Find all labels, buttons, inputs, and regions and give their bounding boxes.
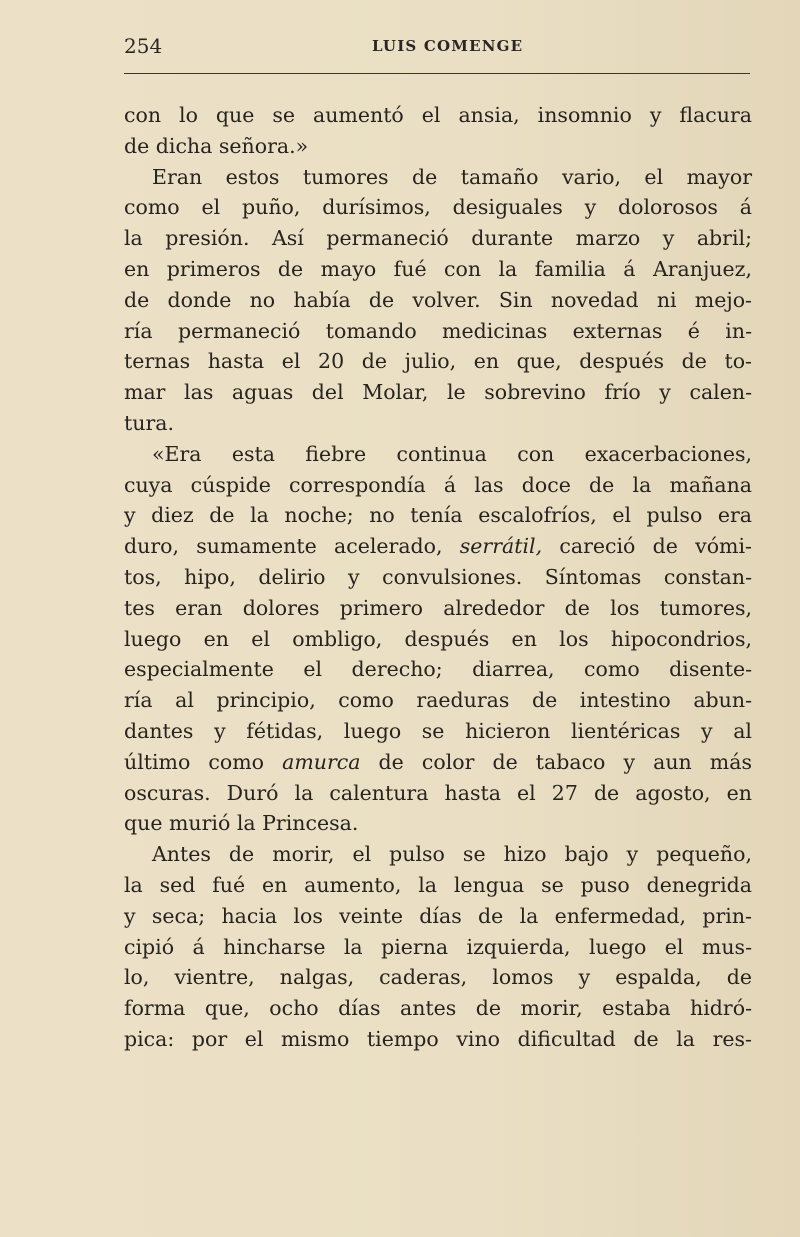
- text-line: ternas hasta el 20 de julio, en que, después de to-: [124, 349, 752, 374]
- text-segment: careció de vómi-: [559, 534, 752, 559]
- running-head: LUIS COMENGE: [372, 37, 524, 55]
- text-line: de dicha señora.»: [124, 133, 309, 158]
- text-line: ría permaneció tomando medicinas externas é in-: [124, 318, 752, 343]
- italic-term: serrátil,: [459, 534, 543, 559]
- text-line: Antes de morir, el pulso se hizo bajo y pequeño,: [152, 842, 752, 867]
- page-header: [124, 34, 750, 64]
- page-number: 254: [124, 34, 163, 58]
- text-line: cuya cúspide correspondía á las doce de la mañana: [124, 472, 752, 497]
- text-line: oscuras. Duró la calentura hasta el 27 de agosto, en: [124, 780, 752, 805]
- text-line: que murió la Princesa.: [124, 811, 359, 836]
- text-line: forma que, ocho días antes de morir, estaba hidró-: [124, 996, 752, 1021]
- text-line: ría al principio, como raeduras de intestino abun-: [124, 688, 752, 713]
- text-line: «Era esta fiebre continua con exacerbaciones,: [152, 441, 752, 466]
- text-line: de donde no había de volver. Sin novedad ni mejo-: [124, 287, 752, 312]
- text-line: en primeros de mayo fué con la familia á Aranjuez,: [124, 256, 752, 281]
- text-line: luego en el ombligo, después en los hipocondrios,: [124, 626, 752, 651]
- text-line: dantes y fétidas, luego se hicieron lientéricas y al: [124, 718, 752, 743]
- text-line: Eran estos tumores de tamaño vario, el mayor: [152, 164, 752, 189]
- text-line: mar las aguas del Molar, le sobrevino frío y calen-: [124, 380, 752, 405]
- header-rule: [124, 73, 750, 74]
- text-line: y seca; hacia los veinte días de la enfermedad, prin-: [124, 903, 752, 928]
- italic-term: amurca: [282, 749, 361, 774]
- text-line: tes eran dolores primero alrededor de los tumores,: [124, 595, 752, 620]
- body-text: [124, 100, 752, 1055]
- text-line: [124, 531, 752, 562]
- text-line: cipió á hincharse la pierna izquierda, luego el mus-: [124, 934, 752, 959]
- text-line: pica: por el mismo tiempo vino dificultad de la res-: [124, 1026, 752, 1051]
- text-line: tos, hipo, delirio y convulsiones. Síntomas constan-: [124, 564, 752, 589]
- text-line: la sed fué en aumento, la lengua se puso denegrida: [124, 872, 752, 897]
- text-line: [124, 747, 752, 778]
- text-line: lo, vientre, nalgas, caderas, lomos y espalda, de: [124, 965, 752, 990]
- text-segment: de color de tabaco y aun más: [378, 749, 752, 774]
- text-line: como el puño, durísimos, desiguales y dolorosos á: [124, 195, 752, 220]
- text-line: la presión. Así permaneció durante marzo y abril;: [124, 226, 752, 251]
- text-line: y diez de la noche; no tenía escalofríos, el pulso era: [124, 503, 752, 528]
- text-segment: duro, sumamente acelerado,: [124, 534, 443, 559]
- text-segment: último como: [124, 749, 265, 774]
- text-line: con lo que se aumentó el ansia, insomnio y flacura: [124, 103, 752, 127]
- text-line: especialmente el derecho; diarrea, como disente-: [124, 657, 752, 682]
- text-line: tura.: [124, 410, 174, 435]
